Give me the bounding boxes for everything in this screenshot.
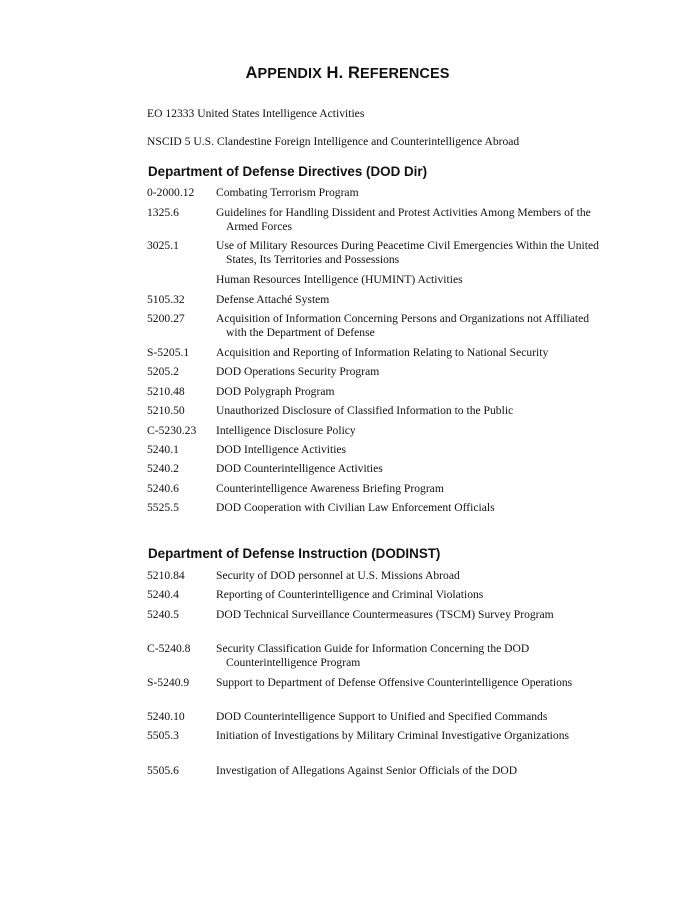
directive-code: C-5230.23	[147, 424, 197, 437]
directive-code: 5210.50	[147, 404, 185, 417]
instruction-code: 5505.3	[147, 729, 179, 742]
instruction-title: Support to Department of Defense Offensive Counterintelligence Operations	[216, 676, 573, 689]
instruction-title: Reporting of Counterintelligence and Criminal Violations	[216, 588, 484, 601]
title-references: EFERENCES	[359, 66, 450, 82]
directive-title: DOD Polygraph Program	[216, 385, 335, 398]
instruction-code: 5240.10	[147, 710, 185, 723]
reference-nscid-5: NSCID 5 U.S. Clandestine Foreign Intelligence and Counterintelligence Abroad	[147, 135, 520, 148]
directive-code: 5210.48	[147, 385, 185, 398]
directive-title: Counterintelligence Awareness Briefing Program	[216, 482, 444, 495]
instruction-code: 5240.5	[147, 608, 179, 621]
directive-title: Human Resources Intelligence (HUMINT) Activities	[216, 273, 463, 286]
directive-title: DOD Counterintelligence Activities	[216, 462, 383, 475]
directive-code: 5200.27	[147, 312, 185, 325]
reference-eo-12333: EO 12333 United States Intelligence Activities	[147, 107, 365, 120]
directive-title: Acquisition and Reporting of Information Relating to National Security	[216, 346, 549, 359]
directive-title: DOD Operations Security Program	[216, 365, 380, 378]
directive-title: DOD Intelligence Activities	[216, 443, 347, 456]
directive-title: Guidelines for Handling Dissident and Protest Activities Among Members of the Armed Forces	[216, 206, 591, 233]
directive-code: 0-2000.12	[147, 186, 195, 199]
directive-code: 5240.6	[147, 482, 179, 495]
directive-code: 5240.2	[147, 462, 179, 475]
directive-title: Intelligence Disclosure Policy	[216, 424, 356, 437]
directive-title: Defense Attaché System	[216, 293, 330, 306]
directive-code: 5105.32	[147, 293, 185, 306]
instruction-title: Security of DOD personnel at U.S. Missions Abroad	[216, 569, 460, 582]
instruction-title: Initiation of Investigations by Military Criminal Investigative Organizations	[216, 729, 570, 742]
directive-code: S-5205.1	[147, 346, 190, 359]
title-appendix: PPENDIX	[257, 66, 322, 82]
directive-title: Unauthorized Disclosure of Classified Information to the Public	[216, 404, 514, 417]
directive-code: 3025.1	[147, 239, 179, 252]
instruction-title: Security Classification Guide for Information Concerning the DOD Counterintelligence Program	[216, 642, 530, 669]
directive-title: DOD Cooperation with Civilian Law Enforcement Officials	[216, 501, 495, 514]
directive-code: 5240.1	[147, 443, 179, 456]
directive-title: Use of Military Resources During Peacetime Civil Emergencies Within the United States, Its Territories and Possessions	[216, 239, 599, 266]
instruction-code: 5505.6	[147, 764, 179, 777]
title-letter-h: H.	[321, 64, 348, 82]
directive-title: Acquisition of Information Concerning Persons and Organizations not Affiliated with the Department of Defense	[216, 312, 590, 339]
title-initial-a: A	[245, 64, 258, 82]
instruction-title: DOD Counterintelligence Support to Unified and Specified Commands	[216, 710, 548, 723]
instruction-code: 5210.84	[147, 569, 185, 582]
instruction-title: DOD Technical Surveillance Countermeasures (TSCM) Survey Program	[216, 608, 554, 621]
instruction-code: S-5240.9	[147, 676, 190, 689]
directive-code: 5205.2	[147, 365, 179, 378]
directive-title: Combating Terrorism Program	[216, 186, 359, 199]
page-title	[0, 64, 695, 83]
section-heading-instructions: Department of Defense Instruction (DODINST)	[148, 546, 441, 561]
instruction-code: C-5240.8	[147, 642, 191, 655]
section-heading-directives: Department of Defense Directives (DOD Dir)	[148, 164, 428, 179]
directive-code: 5525.5	[147, 501, 179, 514]
title-initial-r: R	[347, 64, 360, 82]
directive-code: 1325.6	[147, 206, 179, 219]
instruction-title: Investigation of Allegations Against Senior Officials of the DOD	[216, 764, 518, 777]
instruction-code: 5240.4	[147, 588, 179, 601]
